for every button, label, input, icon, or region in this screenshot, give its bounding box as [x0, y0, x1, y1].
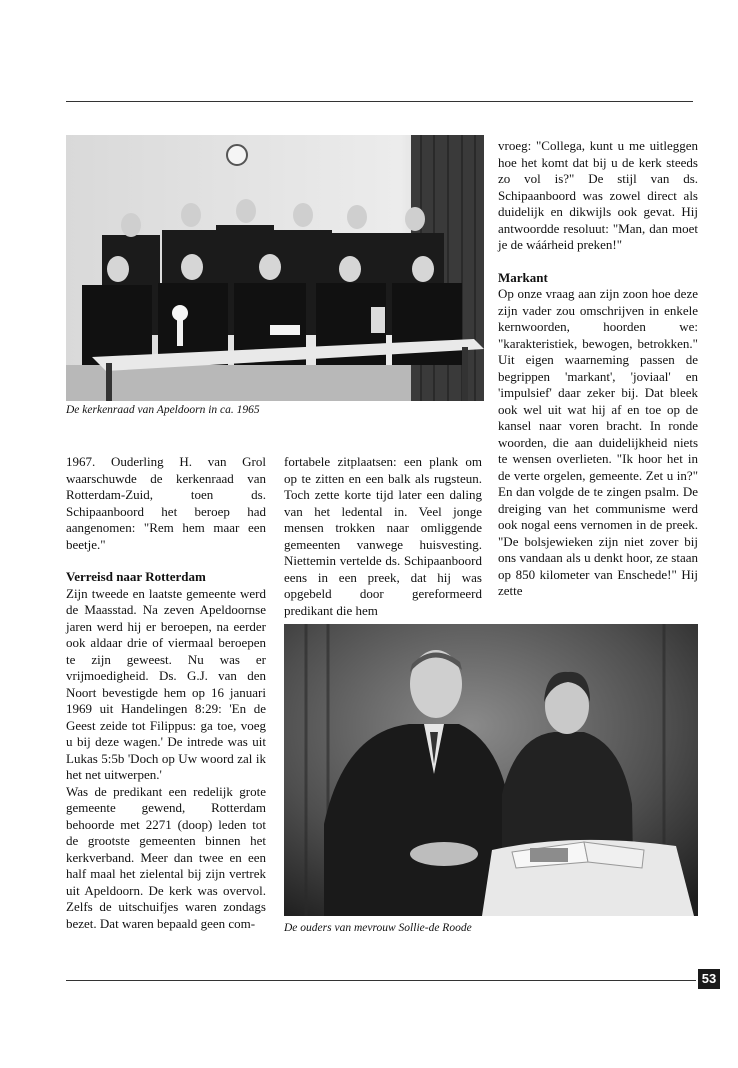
col3-paragraph-1: vroeg: "Collega, kunt u me uitleggen hoe het komt dat bij u de kerk steeds zo vol is?" De stijl van ds. Schipaanboord was zowel direct als duidelijk en dikwijls ook gevat. Hij antwoordde resoluut: "Man, dan moet je de wáárheid preken!": [498, 138, 698, 252]
col1-heading: Verreisd naar Rotterdam: [66, 569, 206, 584]
col1-paragraph-3: Was de predikant een redelijk grote gemeente gewend, Rotterdam behoorde met 2271 (doop) leden tot de grootste gemeenten binnen het kerkverband. Meer dan twee en een half maal het zielental bij zijn vertrek uit Apeldoorn. De kerk was overvol. Zelfs de uitschuifjes waren zondags bezet. Dat waren bepaald geen com-: [66, 783, 266, 931]
photo2-caption: De ouders van mevrouw Sollie-de Roode: [284, 922, 472, 934]
top-rule: [66, 101, 693, 102]
page-number: 53: [698, 969, 720, 989]
col3-paragraph-2: Op onze vraag aan zijn zoon hoe deze zijn vader zou omschrijven in enkele kernwoorden, hoorden we: "karakteristiek, bewogen, betrokken." Uit eigen waarneming passen de begrippen 'markant', 'joviaal' en 'impulsief' daar zeker bij. Dat bleek ook wel uit wat hij af en toe op de kansel naar voren bracht. In ronde woorden, die aan duidelijkheid niets te wensen overlieten. "Ik hoor het in de verte orgelen, gemeente. Zet u in?" En dan volgde de te zingen psalm. De dreiging van het communisme werd ook nogal eens vernomen in de preek. "De bolsjewieken zijn niet zover bij ons vandaan als u denkt hoor, ze staan op 850 kilometer van Enschede!" Hij zette: [498, 286, 698, 598]
column-2: [284, 454, 482, 619]
column-3: [498, 138, 698, 600]
col1-paragraph-1: 1967. Ouderling H. van Grol waarschuwde de kerkenraad van Rotterdam-Zuid, toen ds. Schipaanboord het beroep had aangenomen: "Rem hem maar een beetje.": [66, 454, 266, 552]
bottom-rule: [66, 980, 696, 981]
column-1: [66, 454, 266, 932]
col3-heading: Markant: [498, 269, 548, 285]
col2-paragraph-1: fortabele zitplaatsen: een plank om op te zitten en een balk als rugsteun. Toch zette korte tijd later een daling van het ledental in. Veel jonge mensen trokken naar omliggende gemeenten vanwege huisvesting. Niettemin vertelde ds. Schipaanboord eens in een preek, dat hij was opgebeld door gereformeerd predikant die hem: [284, 454, 482, 618]
ouders-photo: [284, 624, 698, 916]
kerkenraad-photo: [66, 135, 484, 401]
photo1-caption: De kerkenraad van Apeldoorn in ca. 1965: [66, 404, 260, 416]
col1-paragraph-2: Zijn tweede en laatste gemeente werd de Maasstad. Na zeven Apeldoornse jaren werd hij er beroepen, na eerder ook aldaar drie of viermaal beroepen te zijn geweest. Nu was er vrijmoedigheid. Ds. G.J. van den Noort bevestigde hem op 16 januari 1969 uit Handelingen 8:29: 'En de Geest zeide tot Filippus: ga toe, voeg u bij deze wagen.' De intrede was uit Lukas 5:5b 'Doch op Uw woord zal ik het net uitwerpen.': [66, 585, 266, 782]
